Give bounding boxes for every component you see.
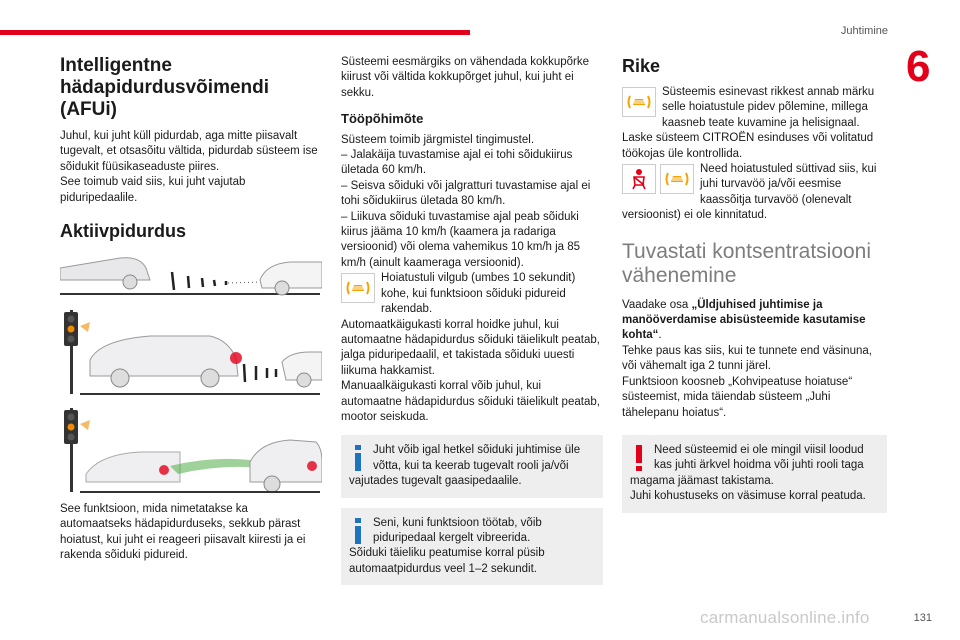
condition-stationary: – Seisva sõiduki või jalgratturi tuvastamise ajal ei tohi sõidukiirus ületada 80 km/h.	[341, 179, 591, 208]
fault-warning-icon	[622, 87, 656, 117]
info-icon	[351, 518, 365, 544]
manual-gearbox-paragraph: Manuaalkäigukasti korral võib juhul, kui automaatne hädapidurdus sõiduki täielikult peatab, mootor seiskuda.	[341, 380, 600, 423]
condition-pedestrian: – Jalakäija tuvastamise ajal ei tohi sõidukiirus ületada 60 km/h.	[341, 149, 573, 177]
header-accent-bar	[0, 30, 470, 35]
column-1	[60, 55, 320, 564]
watermark: carmanualsonline.info	[700, 608, 870, 627]
info-note-2-text-b: Sõiduki täieliku peatumise korral püsib automaatpidurdus veel 1–2 sekundit.	[349, 547, 545, 575]
warning-note-text-2: Juhi kohustuseks on väsimuse korral peatuda.	[630, 490, 866, 503]
chapter-number: 6	[906, 42, 931, 91]
seatbelt-warning-icon	[622, 164, 656, 194]
afui-paragraph-1: Juhul, kui juht küll pidurdab, aga mitte piisavalt tugevalt, et otsasõitu vältida, pidurdab süsteem ise sõidukit füüsikaseaduste piires.	[60, 130, 318, 173]
active-braking-heading: Aktiivpidurdus	[60, 221, 187, 242]
info-note-2	[341, 508, 603, 586]
fault-heading: Rike	[622, 56, 661, 76]
info-note-1-text: Juht võib igal hetkel sõiduki juhtimise üle võtta, kui ta keerab tugevalt rooli ja/või vajutades tugevalt gaasipedaalile.	[349, 444, 581, 488]
info-icon	[351, 445, 365, 471]
condition-moving: – Liikuva sõiduki tuvastamise ajal peab sõiduki kiirus jääma 10 km/h (kaamera ja radariga versioonid) või olema vahemikus 10 km/h ja 85 km/h (ainult kaameraga versioonid).	[341, 210, 581, 269]
column-2	[341, 55, 603, 585]
conditions-intro: Süsteem toimib järgmistel tingimustel.	[341, 133, 535, 146]
fault-paragraph-1: Süsteemis esinevast rikkest annab märku selle hoiatustule pidev põlemine, millega kaasneb teate kuvamine ja helisignaal.	[662, 86, 875, 129]
break-paragraph: Tehke paus kas siis, kui te tunnete end väsinuna, või vähemalt iga 2 tunni järel.	[622, 344, 872, 373]
braking-illustration-3	[60, 404, 322, 496]
exclamation-icon	[632, 445, 646, 471]
braking-illustration-2	[60, 306, 322, 398]
afui-paragraph-2: See toimub vaid siis, kui juht vajutab piduripedaalile.	[60, 176, 246, 204]
afui-heading: Intelligentne hädapidurdusvõimendi (AFUi)	[60, 55, 270, 120]
automatic-gearbox-paragraph: Automaatkäigukasti korral hoidke juhul, kui automaatne hädapidurdus sõiduki täielikult peatab, jalga piduripedaalil, et takistada sõiduki uuesti liikuma hakkamist.	[341, 318, 600, 377]
see-section-paragraph: Vaadake osa „Üldjuhised juhtimise ja manööverdamise abisüsteemide kasutamise kohta“.	[622, 298, 866, 342]
seatbelt-paragraph: Need hoiatustuled süttivad siis, kui juhi turvavöö ja/või eesmise kaassõitja turvavöö (olenevalt versioonist) ei ole kinnitatud.	[622, 163, 877, 222]
attention-heading: Tuvastati kontsentratsiooni vähenemine	[622, 239, 872, 287]
section-title: Juhtimine	[840, 25, 888, 37]
warning-light-paragraph: Hoiatustuli vilgub (umbes 10 sekundit) kohe, kui funktsioon sõiduki pidureid rakendab.	[381, 272, 576, 316]
braking-warning-icon	[660, 164, 694, 194]
warning-note-text-1: Need süsteemid ei ole mingil viisil loodud kas juhti ärkvel hoidma või juhti rooli taga magama jäämast takistama.	[630, 443, 864, 487]
braking-illustration-1	[60, 250, 322, 300]
warning-note	[622, 435, 887, 513]
seatbelt-icon-group	[622, 164, 694, 194]
page-number: 131	[913, 612, 932, 624]
aim-paragraph: Süsteemi eesmärgiks on vähendada kokkupõrke kiirust või vältida kokkupõrget juhul, kui juht ei sekku.	[341, 56, 590, 99]
column-3	[622, 55, 887, 513]
fault-paragraph-2: Laske süsteem CITROËN esinduses või volitatud töökojas üle kontrollida.	[622, 132, 874, 160]
warning-light-icon	[341, 273, 375, 303]
function-paragraph: Funktsioon koosneb „Kohvipeatuse hoiatuse“ süsteemist, mida täiendab süsteem „Juhi tähelepanu hoiatus“.	[622, 375, 853, 419]
info-note-2-text-a: Seni, kuni funktsioon töötab, võib piduripedaal kergelt vibreerida.	[373, 516, 542, 544]
operation-heading: Tööpõhimõte	[341, 111, 424, 127]
active-braking-paragraph: See funktsioon, mida nimetatakse ka automaatseks hädapidurduseks, sekkub pärast hoiatust, kui juht ei reageeri piisavalt kiiresti ja ei rakenda sõiduki pidureid.	[60, 503, 306, 562]
info-note-1	[341, 435, 603, 497]
